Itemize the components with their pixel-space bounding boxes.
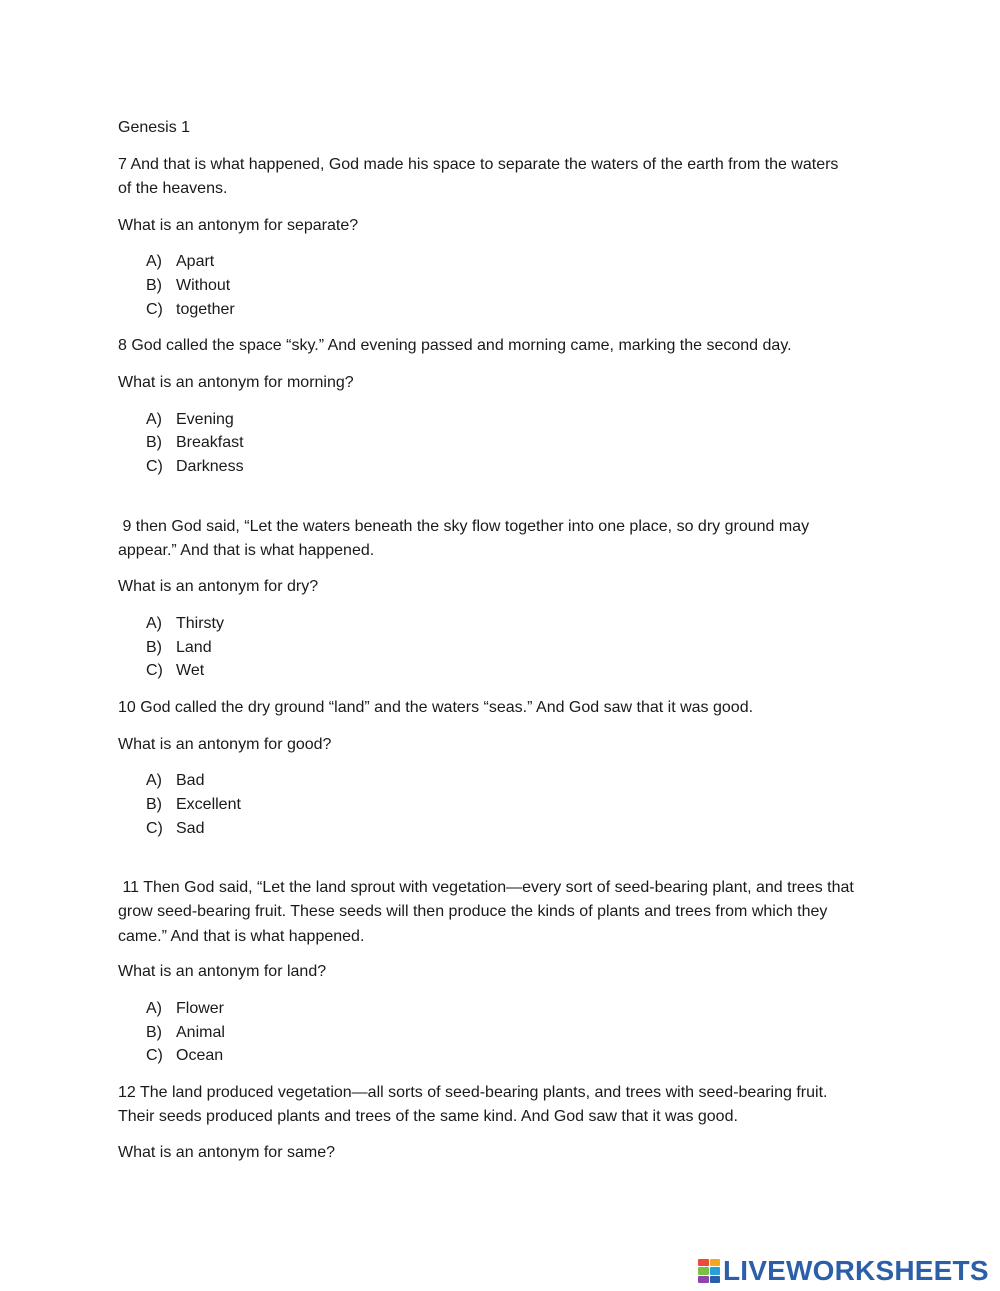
option-text: Breakfast (176, 434, 244, 451)
option-text: Without (176, 277, 231, 294)
option-letter: B) (146, 434, 162, 451)
question-12: What is an antonym for same? (118, 1144, 335, 1161)
verse-9-line-1: 9 then God said, “Let the waters beneath the sky flow together into one place, so dry ground may (118, 518, 810, 535)
option-8c (146, 455, 244, 479)
option-letter: A) (146, 411, 162, 428)
option-letter: C) (146, 458, 163, 475)
option-text: Land (176, 639, 212, 656)
logo-block (698, 1259, 709, 1266)
verse-9-line-2: appear.” And that is what happened. (118, 542, 375, 559)
verse-7-line-1: 7 And that is what happened, God made his space to separate the waters of the earth from the waters (118, 156, 839, 173)
logo-block (698, 1276, 709, 1283)
option-letter: C) (146, 820, 163, 837)
verse-11-line-3: came.” And that is what happened. (118, 928, 365, 945)
option-letter: B) (146, 639, 162, 656)
question-9: What is an antonym for dry? (118, 578, 319, 595)
page-title: Genesis 1 (118, 119, 191, 136)
logo-block (710, 1276, 721, 1283)
question-11: What is an antonym for land? (118, 963, 327, 980)
option-letter: A) (146, 772, 162, 789)
option-text: Flower (176, 1000, 225, 1017)
option-10a (146, 769, 204, 793)
option-letter: B) (146, 796, 162, 813)
logo-block (698, 1267, 709, 1274)
option-text: Darkness (176, 458, 244, 475)
option-11a (146, 997, 224, 1021)
verse-7-line-2: of the heavens. (118, 180, 228, 197)
option-7a (146, 250, 214, 274)
logo-text: LIVEWORKSHEETS (723, 1255, 989, 1286)
option-7c (146, 298, 235, 322)
question-8: What is an antonym for morning? (118, 374, 354, 391)
option-letter: B) (146, 1024, 162, 1041)
option-text: Evening (176, 411, 234, 428)
option-letter: A) (146, 615, 162, 632)
verse-11-line-1: 11 Then God said, “Let the land sprout with vegetation—every sort of seed-bearing plant, and trees that (118, 879, 854, 896)
option-letter: B) (146, 277, 162, 294)
question-10: What is an antonym for good? (118, 736, 332, 753)
option-letter: C) (146, 1047, 163, 1064)
option-text: Excellent (176, 796, 241, 813)
liveworksheets-icon (698, 1259, 720, 1283)
logo-block (710, 1259, 721, 1266)
option-8a (146, 408, 234, 432)
option-letter: C) (146, 301, 163, 318)
option-text: Thirsty (176, 615, 224, 632)
option-text: together (176, 301, 235, 318)
option-text: Sad (176, 820, 205, 837)
option-10b (146, 793, 241, 817)
liveworksheets-logo (698, 1256, 989, 1286)
option-7b (146, 274, 230, 298)
option-10c (146, 817, 204, 841)
logo-block (710, 1267, 721, 1274)
question-7: What is an antonym for separate? (118, 217, 359, 234)
option-text: Apart (176, 253, 215, 270)
verse-11-line-2: grow seed-bearing fruit. These seeds will then produce the kinds of plants and trees from which they (118, 903, 828, 920)
option-text: Animal (176, 1024, 225, 1041)
verse-8: 8 God called the space “sky.” And evening passed and morning came, marking the second day. (118, 337, 792, 354)
verse-12-line-1: 12 The land produced vegetation—all sorts of seed-bearing plants, and trees with seed-bearing fruit. (118, 1084, 828, 1101)
option-text: Bad (176, 772, 205, 789)
option-letter: A) (146, 253, 162, 270)
option-11c (146, 1044, 223, 1068)
verse-12-line-2: Their seeds produced plants and trees of the same kind. And God saw that it was good. (118, 1108, 738, 1125)
option-9b (146, 636, 212, 660)
option-11b (146, 1021, 225, 1045)
option-9a (146, 612, 224, 636)
option-letter: A) (146, 1000, 162, 1017)
option-8b (146, 431, 244, 455)
verse-10: 10 God called the dry ground “land” and the waters “seas.” And God saw that it was good. (118, 699, 754, 716)
option-letter: C) (146, 662, 163, 679)
option-text: Ocean (176, 1047, 224, 1064)
option-text: Wet (176, 662, 205, 679)
option-9c (146, 659, 204, 683)
